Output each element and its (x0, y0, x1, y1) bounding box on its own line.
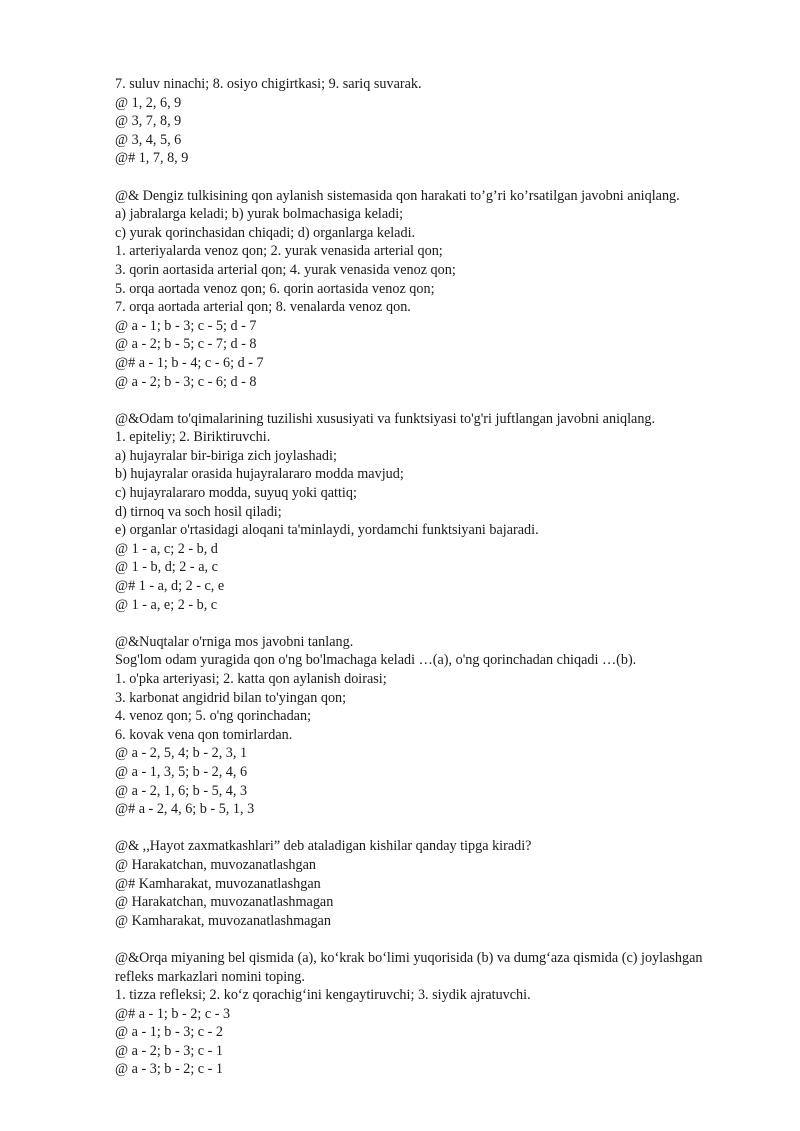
correct-answer-option: @# 1 - a, d; 2 - c, e (115, 578, 225, 595)
answer-option: @ a - 3; b - 2; c - 1 (115, 1061, 224, 1078)
answer-option: @ 3, 4, 5, 6 (115, 131, 182, 148)
question-text: 3. qorin aortasida arterial qon; 4. yurak venasida venoz qon; (115, 261, 456, 278)
question-text: Sog'lom odam yuragida qon o'ng bo'lmachaga keladi …(a), o'ng qorinchadan chiqadi …(b). (115, 652, 637, 669)
question-block-5 (115, 837, 755, 930)
correct-answer-option: @# a - 1; b - 4; c - 6; d - 7 (115, 354, 264, 371)
question-text: 6. kovak vena qon tomirlardan. (115, 726, 293, 743)
answer-option: @ 3, 7, 8, 9 (115, 113, 182, 130)
question-block-3 (115, 410, 755, 615)
question-text: a) jabralarga keladi; b) yurak bolmachasiga keladi; (115, 206, 404, 223)
answer-option: @ 1 - a, c; 2 - b, d (115, 540, 218, 557)
question-block-1 (115, 75, 755, 168)
question-text: e) organlar o'rtasidagi aloqani ta'minlaydi, yordamchi funktsiyani bajaradi. (115, 522, 539, 539)
question-text: 1. arteriyalarda venoz qon; 2. yurak venasida arterial qon; (115, 243, 443, 260)
question-text: @&Nuqtalar o'rniga mos javobni tanlang. (115, 633, 354, 650)
answer-option: @ 1 - a, e; 2 - b, c (115, 596, 218, 613)
answer-option: @ a - 2; b - 3; c - 6; d - 8 (115, 373, 257, 390)
question-text: @&Orqa miyaning bel qismida (a), ko‘krak bo‘limi yuqorisida (b) va dumg‘aza qismida (c) joylashgan (115, 949, 703, 966)
question-text: 7. orqa aortada arterial qon; 8. venalarda venoz qon. (115, 299, 411, 316)
answer-option: @ Harakatchan, muvozanatlashmagan (115, 894, 334, 911)
answer-option: @ a - 1; b - 3; c - 2 (115, 1024, 224, 1041)
question-block-6 (115, 949, 755, 1079)
question-text: a) hujayralar bir-biriga zich joylashadi; (115, 447, 337, 464)
answer-option: @ Kamharakat, muvozanatlashmagan (115, 912, 331, 929)
question-text: refleks markazlari nomini toping. (115, 968, 305, 985)
answer-option: @ a - 2, 1, 6; b - 5, 4, 3 (115, 782, 248, 799)
answer-option: @ Harakatchan, muvozanatlashgan (115, 856, 316, 873)
answer-option: @ a - 2, 5, 4; b - 2, 3, 1 (115, 745, 248, 762)
question-text: @& ,,Hayot zaxmatkashlari” deb ataladigan kishilar qanday tipga kiradi? (115, 838, 532, 855)
question-block-2 (115, 187, 755, 392)
question-text: 7. suluv ninachi; 8. osiyo chigirtkasi; 9. sariq suvarak. (115, 76, 422, 92)
question-text: c) hujayralararo modda, suyuq yoki qattiq; (115, 485, 357, 502)
correct-answer-option: @# a - 2, 4, 6; b - 5, 1, 3 (115, 801, 255, 818)
question-text: b) hujayralar orasida hujayralararo modda mavjud; (115, 466, 404, 483)
question-text: 1. o'pka arteriyasi; 2. katta qon aylanish doirasi; (115, 671, 387, 687)
question-text: @&Odam to'qimalarining tuzilishi xususiyati va funktsiyasi to'g'ri juftlangan javobni aniqlang. (115, 410, 656, 427)
answer-option: @ a - 1, 3, 5; b - 2, 4, 6 (115, 763, 248, 780)
question-text: 1. tizza refleksi; 2. ko‘z qorachig‘ini kengaytiruvchi; 3. siydik ajratuvchi. (115, 987, 531, 1004)
answer-option: @ 1 - b, d; 2 - a, c (115, 559, 218, 576)
correct-answer-option: @# Kamharakat, muvozanatlashgan (115, 875, 321, 892)
answer-option: @ a - 2; b - 3; c - 1 (115, 1042, 224, 1059)
correct-answer-option: @# a - 1; b - 2; c - 3 (115, 1005, 231, 1022)
question-block-4 (115, 633, 755, 819)
correct-answer-option: @# 1, 7, 8, 9 (115, 150, 189, 167)
question-text: 3. karbonat angidrid bilan to'yingan qon; (115, 689, 347, 706)
question-text: @& Dengiz tulkisining qon aylanish sistemasida qon harakati to’g’ri ko’rsatilgan javobni aniqlang. (115, 187, 680, 204)
question-text: 4. venoz qon; 5. o'ng qorinchadan; (115, 708, 312, 725)
answer-option: @ a - 2; b - 5; c - 7; d - 8 (115, 336, 257, 353)
question-text: 5. orqa aortada venoz qon; 6. qorin aortasida venoz qon; (115, 280, 435, 297)
answer-option: @ 1, 2, 6, 9 (115, 94, 182, 111)
document-page (115, 75, 755, 1079)
question-text: d) tirnoq va soch hosil qiladi; (115, 503, 282, 520)
question-text: 1. epiteliy; 2. Biriktiruvchi. (115, 429, 271, 446)
question-text: c) yurak qorinchasidan chiqadi; d) organlarga keladi. (115, 224, 416, 241)
answer-option: @ a - 1; b - 3; c - 5; d - 7 (115, 317, 257, 334)
